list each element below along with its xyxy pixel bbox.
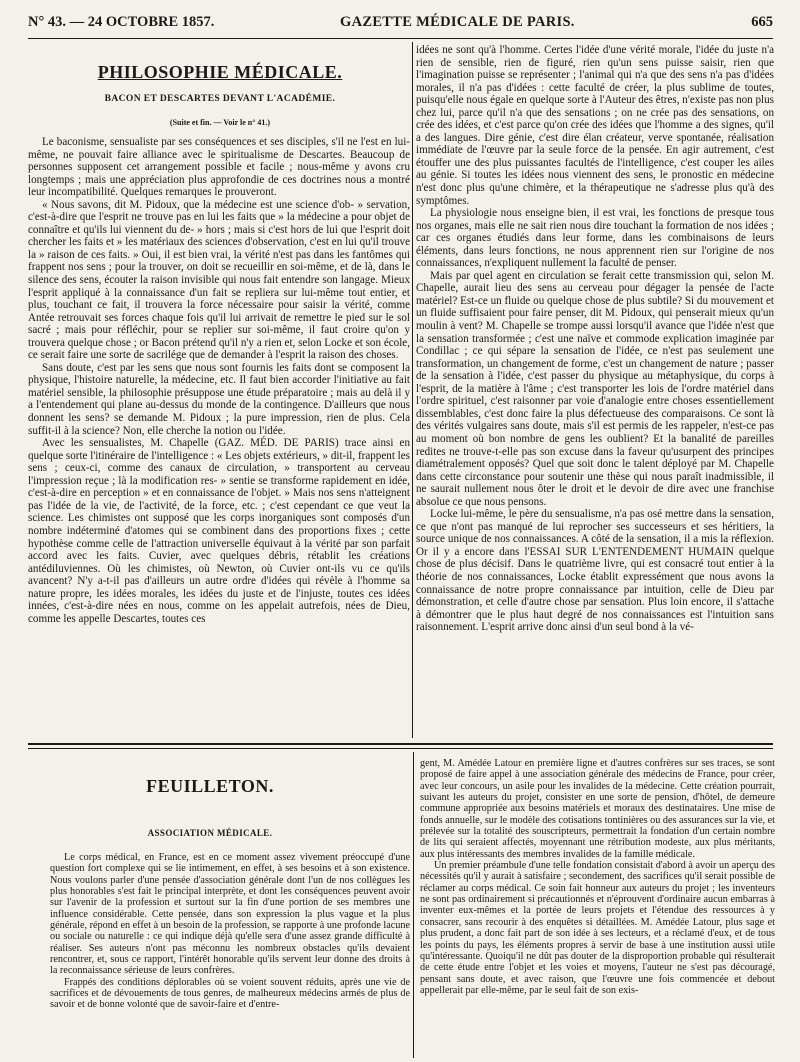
article-paragraph: La physiologie nous enseigne bien, il est vrai, les fonctions de presque tous nos organes, mais elle ne sait rien nous dire touchant la formation de nos idées ; car ces organes étudiés dans leur forme, dans les combinaisons de leurs éléments, dans leurs fonctions, ne nous apprennent rien sur l'origine de nos connaissances, n'expliquent nullement la faculté de penser. bbox=[416, 207, 774, 270]
running-header bbox=[28, 14, 773, 36]
feuilleton-paragraph: gent, M. Amédée Latour en première ligne et d'autres confrères sur ses traces, se sont proposé de faire appel à une association générale des médecins de France, pour créer, avec leur concours, un asile pour les invalides de la médecine. Cette création pourrait, suivant les auteurs du projet, consister en une sorte de pension, d'hôtel, de demeure commune appropriée aux besoins matériels et moraux des destinataires. Une mise de fonds annuelle, sur le modèle des cotisations tontinières ou des assurances sur la vie, et prélevée sur la totalité des souscripteurs, permettrait la fondation d'un certain nombre de lits qui seraient affectés, moyennant une rétribution modeste, aux plus méritants, aux plus intéressants des membres invalides de la famille médicale. bbox=[420, 758, 775, 860]
feuilleton-left-column bbox=[50, 852, 410, 1058]
article-paragraph: « Nous savons, dit M. Pidoux, que la médecine est une science d'ob- » servation, c'est-à-dire que l'esprit ne trouve pas en lui les faits que » la médecine a pour objet de connaître et qu'ils lui viennent du de- » hors ; mais si c'est hors de lui que l'esprit doit chercher les faits et » les matériaux des sciences d'observation, c'est en lui qu'il trouve la » raison de ces faits. » Oui, il est bien vrai, la vérité n'est pas dans les fantômes qui frappent nos sens ; pour la trouver, on doit se recueillir en soi-même, et de là, dans le silence des sens, écouter la raison invisible qui nous fait entendre son langage. Mieux l'esprit appliqué à la connaissance d'un fait se repliera sur lui-même tout entier, et plus, touchant ce fait, il trouvera la force nécessaire pour saisir la vérité, comme Antée retrouvait ses forces chaque fois qu'il lui arrivait de remettre le pied sur le sol sacré ; mais pour réfléchir, pour se replier sur soi-même, il faut croire qu'on y trouvera quelque chose ; or Bacon prétend qu'il n'y a rien et, selon Locke et son école, ce serait faire une sorte de sacrilége que de demander à l'esprit la raison des choses. bbox=[28, 198, 410, 362]
header-rule bbox=[28, 38, 773, 39]
feuilleton-paragraph: Un premier préambule d'une telle fondation consistait d'abord à avoir un aperçu des nécessités qu'il y aurait à satisfaire ; secondement, des sacrifices qu'il serait possible de réclamer au corps médical. Ce soin fait honneur aux auteurs du projet ; les inventeurs ne sont pas ordinairement si précautionnés et n'éprouvent d'ordinaire aucun embarras à inventer eux-mêmes et la portée de leurs projets et l'étendue des ressources à y consacrer, sans recourir à des enquêtes si détaillées. M. Amédée Latour, plus sage et plus prudent, a donc fait part de son idée à ses lecteurs, et a réclamé d'eux, et de tous les points du pays, les éléments propres à servir de base à une institution aussi utile qu'intéressante. Quoiqu'il ne dût pas douter de la disproportion probable qui résulterait de cette étude entre l'objet et les voies et moyens, l'auteur ne s'est pas découragé, pensant sans doute, et avec raison, que l'œuvre une fois commencée et debout appellerait par elle-même, par le seul fait de son exis- bbox=[420, 860, 775, 996]
feuilleton-paragraph: Frappés des conditions déplorables où se voient souvent réduits, après une vie de sacrifices et de dévouements de tous genres, de malheureux médecins armés de plus de savoir et de bonne volonté que de savoir-faire et d'entre- bbox=[50, 976, 410, 1011]
article-paragraph: idées ne sont qu'à l'homme. Certes l'idée d'une vérité morale, l'idée du juste n'a rien de sensible, rien de figuré, rien qu'un sens puisse saisir, rien que l'imagination puisse se représenter ; l'animal qui n'a que des sens n'a pas d'idées morales, il n'a pas d'idées : cette faculté de créer, la plus sublime de toutes, puisqu'elle nous égale en quelque sorte à l'Auteur des êtres, n'existe pas non plus chez lui, parce qu'il n'a que des sensations ; on ne crée pas des sensations, on crée des idées, et c'est parce qu'on crée des idées que l'homme a des signes, qu'il a des langues. Dire génie, c'est dire élan créateur, verve spontanée, réalisation immédiate de l'œuvre par la seule force de la pensée. En agir autrement, c'est étouffer une des plus puissantes facultés de l'intelligence, c'est couper les ailes au génie. Si toutes les idées nous viennent des sens, le pronostic en médecine n'est donc plus qu'une chimère, et la thérapeutique ne s'adresse plus qu'à des symptômes. bbox=[416, 44, 774, 207]
issue-number-date: N° 43. — 24 OCTOBRE 1857. bbox=[28, 14, 215, 30]
feuilleton-subtitle: ASSOCIATION MÉDICALE. bbox=[147, 828, 273, 838]
article-paragraph: Le baconisme, sensualiste par ses conséquences et ses disciples, s'il ne l'est en lui-même, ne pouvait faire alliance avec le spiritualisme de Descartes. Beaucoup de personnes supposent cet arrangement possible et facile ; nous-même y avons cru longtemps ; mais une appréciation plus approfondie de ces doctrines nous a montré leur incompatibilité. Quelques remarques le prouveront. bbox=[28, 136, 410, 199]
article-paragraph: Avec les sensualistes, M. Chapelle (GAZ. MÉD. DE PARIS) trace ainsi en quelque sorte l'itinéraire de l'intelligence : « Les objets extérieurs, » dit-il, frappent les sens ; ceux-ci, comme des canaux de circulation, » transportent au cerveau l'impression reçue ; là la modification res- » sentie se transforme rapidement en idée, c'est-à-dire en perception » et en connaissance de l'objet. » Mais nos sens n'atteignent pas l'idée de la vie, de l'activité, de la force, etc. ; c'est cependant ce que veut la science. Les chimistes ont supposé que les corps inorganiques sont composés d'un nombre indéterminé d'atomes qui se combinent dans des proportions fixes ; cette hypothèse comme celle de l'attraction universelle équivaut à la vérité par son parfait accord avec les faits. Cuvier, avec quelques débris, rétablit les créations antédiluviennes. Où les chimistes, où Newton, où Cuvier ont-ils vu ce qu'ils avancent? N'y a-t-il pas d'ailleurs un autre ordre d'idées qui révèle à l'homme sa nature propre, les idées morales, les idées du juste et de l'injuste, toutes ces idées innées, c'est-à-dire nées en nous, comme on les appelait autrefois, nées de Dieu, comme les appelle Descartes, toutes ces bbox=[28, 437, 410, 625]
article-paragraph: Locke lui-même, le père du sensualisme, n'a pas osé mettre dans la sensation, ce que n'ont pas manqué de lui reprocher ses successeurs et ses héritiers, la source unique de nos connaissances. A côté de la sensation, il a mis la réflexion. Or il y a encore dans l'ESSAI SUR L'ENTENDEMENT HUMAIN quelque chose de plus décisif. Dans le quatrième livre, qui est consacré tout entier à la théorie de nos connaissances, Locke établit expressément que nous avons la connaissance de notre propre connaissance par intuition, celle de Dieu par démonstration, et celle d'autre chose par sensation. Plus loin encore, il s'attache à démontrer que le plus haut degré de nos connaissances est l'intuition sans raisonnement. L'esprit arrive donc ainsi d'un seul bond à la vé- bbox=[416, 508, 774, 634]
article-paragraph: Sans doute, c'est par les sens que nous sont fournis les faits dont se composent la physique, l'histoire naturelle, la médecine, etc. Il faut bien accorder l'initiative au fait matériel sensible, la philosophie présuppose une étude préparatoire ; mais au delà il y a l'entendement qui plane au-dessus du monde de la contingence. D'ailleurs que nous donnent les sens? se demande M. Pidoux ; la pure impression, rien de plus. Cela suffit-il à la science? Non, elle cherche la notion ou l'idée. bbox=[28, 361, 410, 437]
feuilleton-separator-thin bbox=[28, 748, 773, 749]
journal-name: GAZETTE MÉDICALE DE PARIS. bbox=[340, 14, 575, 30]
feuilleton-paragraph: Le corps médical, en France, est en ce moment assez vivement préoccupé d'une question fort complexe qui se lie intimement, en effet, à ses besoins et à son existence. Nous voulons parler d'une pensée d'association générale dont l'un de nos collègues les plus honorables s'est fait le principal interprète, et dont les conséquences peuvent avoir sur l'avenir de la profession et surtout sur la fin d'une portion de ses membres une influence considérable. Cette pensée, dans son expression la plus vague et la plus générale, répond en effet à un besoin de la profession, se rapporte à une profonde lacune ou sociale ou naturelle : ce qui indique déjà qu'elle sera d'une assez grande difficulté à réaliser. Ses auteurs n'ont pas méconnu les nombreux obstacles qu'ils devaient rencontrer, et, sous ce rapport, l'intérêt honorable qu'ils servent leur donne des droits à la reconnaissance sérieuse de leurs confrères. bbox=[50, 852, 410, 977]
article-left-column bbox=[28, 136, 410, 738]
feuilleton-column-rule bbox=[413, 752, 414, 1058]
page-number: 665 bbox=[751, 14, 773, 30]
article-title: PHILOSOPHIE MÉDICALE. bbox=[97, 62, 343, 82]
column-rule bbox=[412, 42, 413, 738]
feuilleton-separator bbox=[28, 743, 773, 745]
article-paragraph: Mais par quel agent en circulation se ferait cette transmission qui, selon M. Chapelle, aurait lieu des sens au cerveau pour dégager la pensée de l'acte matériel? Est-ce un fluide ou quelque chose de plus subtile? Si du mouvement et un fluide suffisaient pour faire penser, dit M. Pidoux, qui penserait mieux qu'un moulin à vent? M. Chapelle se trompe aussi lorsqu'il avance que l'idée n'est que la sensation transformée ; c'est une naïve et commode explication imaginée par Condillac ; ce qui sépare la sensation de l'idée, ce n'est pas seulement une transformation, un changement de forme, c'est un changement de nature ; passer de la sensation à l'idée, c'est passer du physique au métaphysique, du corps à l'esprit, de la matière à l'âme ; c'est transporter les lois de l'ordre matériel dans l'ordre spirituel, c'est raisonner par voie d'analogie entre choses essentiellement dissemblables, c'est donc faire la plus défectueuse des comparaisons. Ce sont là des vérités vulgaires sans doute, mais s'il est permis de les rappeler, n'est-ce pas au moment où bon nombre de gens les oublient? Et la banalité de pareilles redites ne trouve-t-elle pas son excuse dans la faveur qu'usurpent des principes diamétralement opposés? Quel que soit donc le talent déployé par M. Chapelle dans cette circonstance pour soutenir une thèse qui nous paraît inadmissible, il ne saurait nullement nous ôter le droit et le devoir de dire avec une franchise absolue ce que nous pensons. bbox=[416, 269, 774, 508]
feuilleton-right-column bbox=[420, 758, 775, 1058]
feuilleton-title: FEUILLETON. bbox=[146, 776, 274, 796]
article-continuation-note: (Suite et fin. — Voir le n° 41.) bbox=[169, 118, 271, 127]
article-right-column bbox=[416, 44, 774, 738]
article-subtitle: BACON ET DESCARTES DEVANT L'ACADÉMIE. bbox=[104, 94, 336, 104]
